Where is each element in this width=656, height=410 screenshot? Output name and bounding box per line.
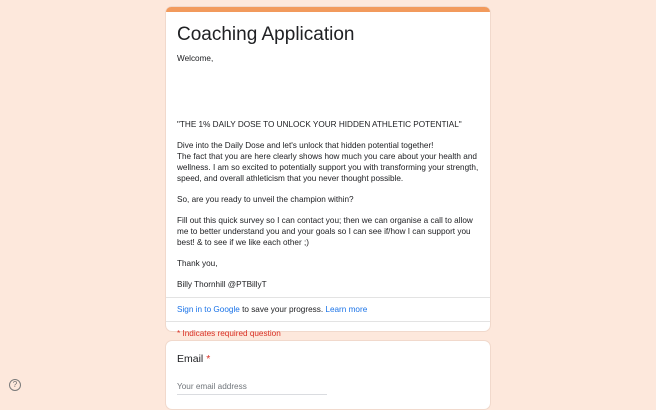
required-note: * Indicates required question (177, 329, 281, 338)
email-input[interactable] (177, 380, 327, 395)
required-asterisk: * (206, 353, 211, 365)
email-question-label (177, 353, 490, 366)
instructions-text: Fill out this quick survey so I can contact you; then we can organise a call to allow me to better understand you and your goals so I can see if/how I can support you best! & to see if we like each other ;) (177, 216, 473, 247)
email-label-text: Email (177, 353, 204, 365)
form-description (177, 53, 479, 290)
signin-text: to save your progress. (239, 305, 326, 314)
signin-row (166, 298, 490, 321)
welcome-text: Welcome, (177, 54, 214, 63)
accent-bar (166, 7, 490, 12)
form-title: Coaching Application (177, 24, 355, 45)
tagline-text: "THE 1% DAILY DOSE TO UNLOCK YOUR HIDDEN ATHLETIC POTENTIAL" (177, 120, 462, 129)
thanks-text: Thank you, (177, 259, 218, 268)
sign-in-link[interactable]: Sign in to Google (177, 305, 240, 314)
help-icon[interactable]: ? (9, 379, 21, 391)
email-question-card (165, 340, 491, 410)
question-text: So, are you ready to unveil the champion within? (177, 195, 354, 204)
intro-text: Dive into the Daily Dose and let's unlock that hidden potential together! The fact that you are here clearly shows how much you care about your health and wellness. I am so excited to potentially support you with transforming your strength, speed, and overall athleticism that you never thought possible. (177, 141, 479, 183)
learn-more-link[interactable]: Learn more (325, 305, 368, 314)
signature-text: Billy Thornhill @PTBillyT (177, 280, 267, 289)
form-header-card (165, 6, 491, 338)
